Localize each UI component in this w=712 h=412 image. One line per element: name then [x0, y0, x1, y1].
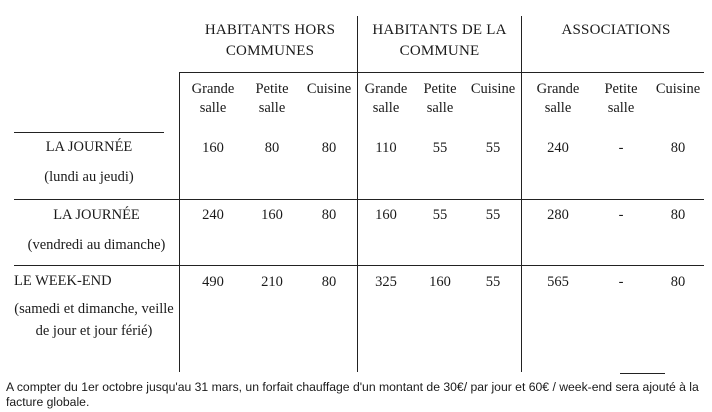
- group-header-commune: HABITANTS DE LA COMMUNE: [372, 22, 507, 59]
- value-cell: -: [618, 140, 624, 156]
- subheader-cuisine: Cuisine: [306, 81, 352, 97]
- row-divider: [14, 199, 704, 200]
- row-subtitle: (samedi et dimanche, veille de jour et jour férié): [14, 301, 174, 339]
- row-divider: [14, 132, 164, 133]
- value-cell: 160: [202, 140, 224, 156]
- row-divider: [14, 265, 704, 266]
- value-cell: 280: [547, 207, 569, 223]
- value-cell: 160: [375, 207, 397, 223]
- row-label: [8, 270, 180, 342]
- value-cell: 80: [670, 207, 686, 223]
- value-cell: 160: [429, 274, 451, 290]
- group-header-hors-communes: HABITANTS HORS COMMUNES: [204, 22, 336, 59]
- value-cell: 55: [485, 274, 501, 290]
- subheader-grande-salle: Grande salle: [536, 81, 580, 116]
- group-divider: [521, 16, 522, 372]
- value-cell: 80: [670, 274, 686, 290]
- value-cell: 80: [670, 140, 686, 156]
- subheader-petite-salle: Petite salle: [604, 81, 638, 116]
- value-cell: 55: [432, 207, 448, 223]
- value-cell: 240: [547, 140, 569, 156]
- value-cell: 210: [261, 274, 283, 290]
- value-cell: 80: [264, 140, 280, 156]
- value-cell: 80: [321, 274, 337, 290]
- row-subtitle: (lundi au jeudi): [44, 169, 134, 185]
- value-cell: 55: [485, 140, 501, 156]
- table-bottom-line: [620, 373, 665, 374]
- value-cell: 80: [321, 140, 337, 156]
- value-cell: 55: [485, 207, 501, 223]
- subheader-cuisine: Cuisine: [470, 81, 516, 97]
- group-divider: [357, 16, 358, 372]
- heating-footnote: A compter du 1er octobre jusqu'au 31 mars, un forfait chauffage d'un montant de 30€/ par jour et 60€ / week-end sera ajouté à la facture globale.: [6, 380, 699, 409]
- group-header-associations: ASSOCIATIONS: [561, 22, 671, 38]
- subheader-grande-salle: Grande salle: [364, 81, 408, 116]
- row-subtitle: (vendredi au dimanche): [27, 237, 166, 253]
- subheader-petite-salle: Petite salle: [255, 81, 289, 116]
- row-label: [14, 136, 164, 188]
- value-cell: 55: [432, 140, 448, 156]
- value-cell: 110: [375, 140, 397, 156]
- value-cell: 325: [375, 274, 397, 290]
- value-cell: 490: [202, 274, 224, 290]
- row-title: LA JOURNÉE: [45, 139, 133, 155]
- subheader-petite-salle: Petite salle: [423, 81, 457, 116]
- subheader-grande-salle: Grande salle: [191, 81, 235, 116]
- row-title: LA JOURNÉE: [53, 207, 140, 223]
- value-cell: 80: [321, 207, 337, 223]
- value-cell: -: [618, 274, 624, 290]
- value-cell: 565: [547, 274, 569, 290]
- subheader-cuisine: Cuisine: [655, 81, 701, 97]
- value-cell: 160: [261, 207, 283, 223]
- subheader-top-line: [179, 72, 704, 73]
- row-label: [14, 204, 179, 256]
- row-title: LE WEEK-END: [14, 273, 112, 289]
- value-cell: 240: [202, 207, 224, 223]
- value-cell: -: [618, 207, 624, 223]
